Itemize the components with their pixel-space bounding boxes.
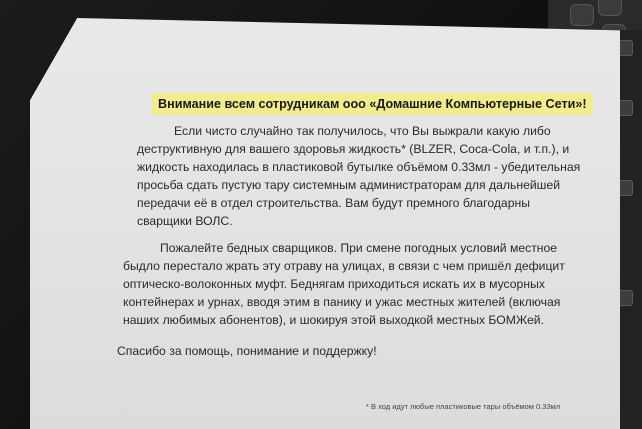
- paragraph-line: быдло перестало жрать эту отраву на улицах, в связи с чем пришёл дефицит: [123, 259, 565, 273]
- paragraph-line: Если чисто случайно так получилось, что Вы выжрали какую либо: [174, 124, 551, 138]
- paragraph-line: сварщики ВОЛС.: [137, 214, 233, 228]
- paragraph-line: наших любимых абонентов), и шокируя этой выходкой местных БОМЖей.: [123, 313, 545, 327]
- footnote: * В ход идут любые пластиковые тары объёмом 0.33мл: [366, 402, 561, 411]
- paragraph-line: деструктивную для вашего здоровья жидкость* (BLZER, Coca-Cola, и т.п.), и: [137, 142, 570, 156]
- paragraph-line: Пожалейте бедных сварщиков. При смене погодных условий местное: [160, 241, 558, 255]
- paragraph-line: просьба сдать пустую тару системным администраторам для дальнейшей: [137, 178, 561, 192]
- paragraph-line: передачи её в отдел строительства. Вам будут премного благодарны: [137, 196, 530, 210]
- paragraph-line: контейнерах и урнах, вводя этим в панику и ужас местных жителей (включая: [123, 295, 561, 309]
- closing-line: Спасибо за помощь, понимание и поддержку!: [117, 344, 377, 358]
- notice-heading: Внимание всем сотрудникам ооо «Домашние Компьютерные Сети»!: [152, 93, 593, 115]
- paragraph-line: жидкость находилась в пластиковой бутылке объёмом 0.33мл - убедительная: [137, 160, 581, 174]
- paragraph-line: оптическо-волоконных муфт. Беднягам приходиться искать их в мусорных: [123, 277, 545, 291]
